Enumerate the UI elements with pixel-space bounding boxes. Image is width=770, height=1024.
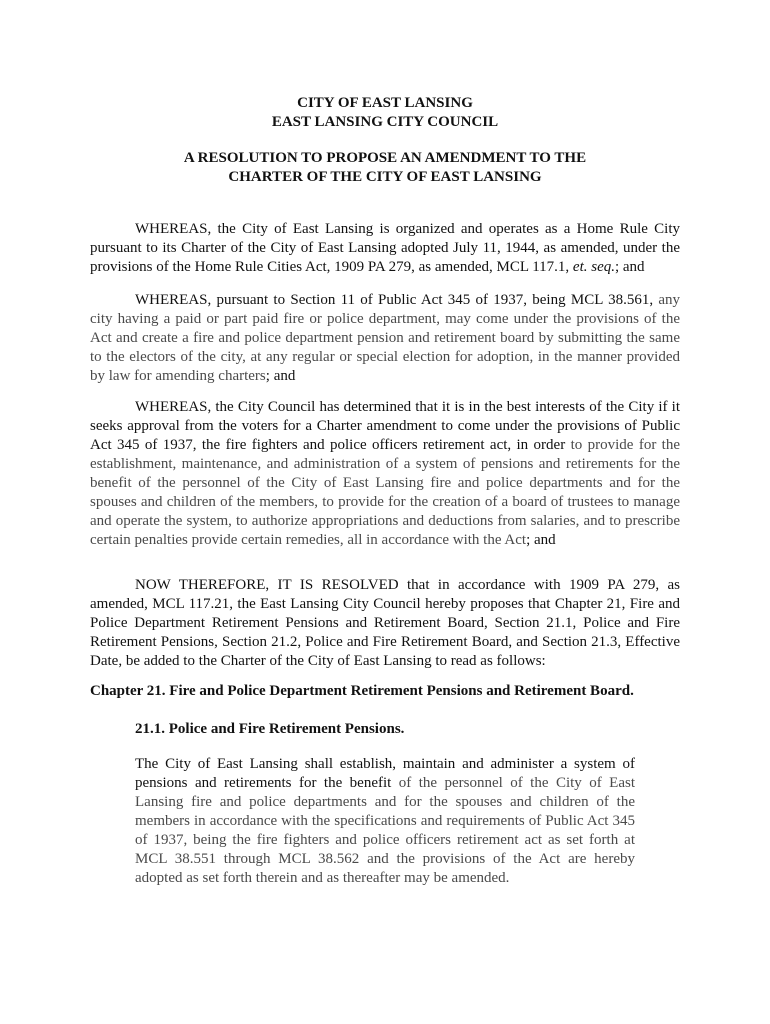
section-21-1-light-text: of the personnel of the City of East Lansing fire and police departments and for the spouses and children of the members in accordance with the specifications and requirements of Public Act 345 of 1937, being the fire fighters and police officers retirement act as set forth at MCL 38.551 through MCL 38.562 and the provisions of the Act are hereby adopted as set forth therein and as thereafter may be amended. — [135, 775, 636, 886]
resolution-title-line1: A RESOLUTION TO PROPOSE AN AMENDMENT TO THE — [183, 150, 587, 166]
whereas-1-italic: et. seq. — [572, 259, 615, 275]
whereas-3-end: ; and — [526, 532, 556, 548]
resolution-title — [90, 149, 680, 187]
resolution-title-line2: CHARTER OF THE CITY OF EAST LANSING — [228, 169, 542, 185]
whereas-paragraph-1 — [90, 220, 680, 277]
city-name: CITY OF EAST LANSING — [297, 95, 473, 111]
section-21-1-text: The City of East Lansing shall establish, maintain and administer a system of pensions and retirements for the benefit — [135, 756, 635, 791]
whereas-2-light-text: any city having a paid or part paid fire or police department, may come under the provisions of the Act and create a fire and police department pension and retirement board by submitting the same to the electors of the city, at any regular or special election for adoption, in the manner provided by law for amending charters — [90, 292, 680, 384]
document-header — [90, 94, 680, 132]
council-name: EAST LANSING CITY COUNCIL — [271, 114, 499, 130]
whereas-paragraph-2 — [90, 291, 680, 386]
whereas-3-text: WHEREAS, the City Council has determined that it is in the best interests of the City if it seeks approval from the voters for a Charter amendment to come under the provisions of Public Act 345 of 1937, the fire fighters and police officers retirement act, in order — [90, 399, 680, 453]
whereas-1-end: ; and — [614, 259, 645, 275]
whereas-3-light-text: to provide for the establishment, maintenance, and administration of a system of pensions and retirements for the benefit of the personnel of the City of East Lansing fire and police departments and for the spouses and children of the members, to provide for the creation of a board of trustees to manage and operate the system, to authorize appropriations and deductions from salaries, and to prescribe certain penalties provide certain remedies, all in accordance with the Act — [90, 437, 681, 548]
chapter-heading: Chapter 21. Fire and Police Department Retirement Pensions and Retirement Board. — [90, 683, 634, 699]
whereas-2-end: ; and — [265, 368, 296, 384]
whereas-1-text: WHEREAS, the City of East Lansing is organized and operates as a Home Rule City pursuant to its Charter of the City of East Lansing adopted July 11, 1944, as amended, under the provisions of the Home Rule Cities Act, 1909 PA 279, as amended, MCL 117.1, — [90, 221, 680, 275]
section-21-1-heading: 21.1. Police and Fire Retirement Pensions. — [135, 721, 405, 737]
resolved-paragraph — [90, 576, 680, 671]
resolved-text: NOW THEREFORE, IT IS RESOLVED that in accordance with 1909 PA 279, as amended, MCL 117.21, the East Lansing City Council hereby proposes that Chapter 21, Fire and Police Department Retirement Pensions and Retirement Board, Section 21.1, Police and Fire Retirement Pensions, Section 21.2, Police and Fire Retirement Board, and Section 21.3, Effective Date, be added to the Charter of the City of East Lansing to read as follows: — [90, 577, 680, 669]
whereas-paragraph-3 — [90, 398, 680, 550]
section-21-1-body — [135, 755, 635, 888]
whereas-2-text: WHEREAS, pursuant to Section 11 of Public Act 345 of 1937, being MCL 38.561, — [135, 292, 654, 308]
